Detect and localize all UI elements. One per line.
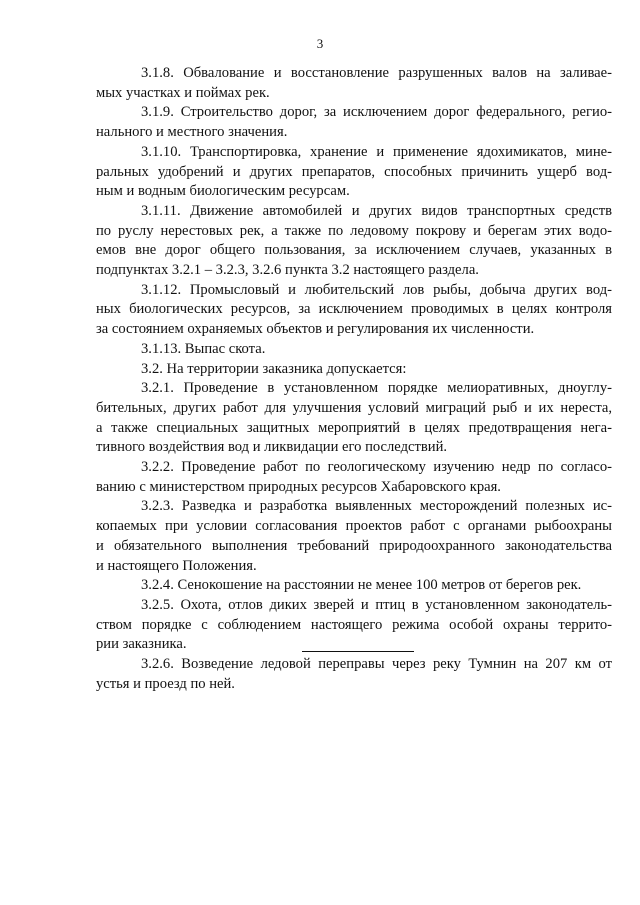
paragraph-line: 3.1.9. Строительство дорог, за исключением дорог федерального, регио- [141, 104, 612, 121]
paragraph-line: нального и местного значения. [96, 124, 288, 141]
paragraph-line: ством порядке с соблюдением настоящего режима особой охраны террито- [96, 616, 612, 633]
document-paragraph [96, 596, 612, 655]
paragraph-line: 3.1.12. Промысловый и любительский лов рыбы, добыча других вод- [141, 281, 612, 298]
document-paragraph [96, 576, 612, 596]
paragraph-line: 3.2.4. Сенокошение на расстоянии не менее 100 метров от берегов рек. [141, 577, 582, 594]
document-paragraph [96, 103, 612, 142]
paragraph-line: 3.1.10. Транспортировка, хранение и применение ядохимикатов, мине- [141, 143, 612, 160]
paragraph-line: устья и проезд по ней. [96, 675, 235, 692]
document-paragraph [96, 143, 612, 202]
paragraph-line: 3.2.1. Проведение в установленном порядке мелиоративных, дноуглу- [141, 380, 612, 397]
paragraph-line: 3.2.3. Разведка и разработка выявленных месторождений полезных ис- [141, 498, 612, 515]
document-paragraph [96, 202, 612, 281]
paragraph-line: емов вне дорог общего пользования, за исключением случаев, указанных в [96, 242, 612, 259]
document-paragraph [96, 497, 612, 576]
document-paragraph [96, 64, 612, 103]
document-paragraph [96, 360, 612, 380]
document-paragraph [96, 340, 612, 360]
paragraph-line: 3.1.13. Выпас скота. [141, 340, 266, 357]
paragraph-line: и настоящего Положения. [96, 557, 257, 574]
document-paragraph [96, 458, 612, 497]
paragraph-line: тивного воздействия вод и ликвидации его последствий. [96, 439, 448, 456]
paragraph-line: мых участках и поймах рек. [96, 84, 270, 101]
paragraph-line: а также специальных защитных мероприятий в целях предотвращения нега- [96, 419, 612, 436]
page-number: 3 [316, 36, 324, 51]
paragraph-line: рии заказника. [96, 636, 187, 653]
document-paragraph [96, 379, 612, 458]
paragraph-line: ным и водным биологическим ресурсам. [96, 183, 350, 200]
paragraph-line: ных биологических ресурсов, за исключением проводимых в целях контроля [96, 301, 612, 318]
paragraph-line: бительных, других работ для улучшения условий миграций рыб и их нереста, [96, 399, 612, 416]
paragraph-line: ванию с министерством природных ресурсов Хабаровского края. [96, 478, 501, 495]
paragraph-line: подпунктах 3.2.1 – 3.2.3, 3.2.6 пункта 3.2 настоящего раздела. [96, 262, 479, 279]
paragraph-line: ральных удобрений и других препаратов, способных причинить ущерб вод- [96, 163, 612, 180]
paragraph-line: 3.1.8. Обвалование и восстановление разрушенных валов на заливае- [141, 65, 612, 81]
paragraph-line: по руслу нерестовых рек, а также по ледовому покрову и берегам этих водо- [96, 222, 612, 239]
paragraph-line: и обязательного выполнения требований природоохранного законодательства [96, 537, 612, 554]
paragraph-line: копаемых при условии согласования проектов работ с органами рыбоохраны [96, 518, 612, 535]
paragraph-line: 3.1.11. Движение автомобилей и других видов транспортных средств [141, 202, 612, 219]
document-paragraph [96, 281, 612, 340]
document-paragraph [96, 655, 612, 694]
end-of-text-rule [302, 651, 414, 652]
paragraph-line: 3.2.2. Проведение работ по геологическому изучению недр по согласо- [141, 459, 612, 476]
document-body [96, 64, 612, 695]
paragraph-line: за состоянием охраняемых объектов и регулирования их численности. [96, 321, 535, 338]
paragraph-line: 3.2.5. Охота, отлов диких зверей и птиц в установленном законодатель- [141, 596, 612, 613]
paragraph-line: 3.2.6. Возведение ледовой переправы через реку Тумнин на 207 км от [141, 656, 612, 673]
paragraph-line: 3.2. На территории заказника допускается: [141, 360, 407, 377]
